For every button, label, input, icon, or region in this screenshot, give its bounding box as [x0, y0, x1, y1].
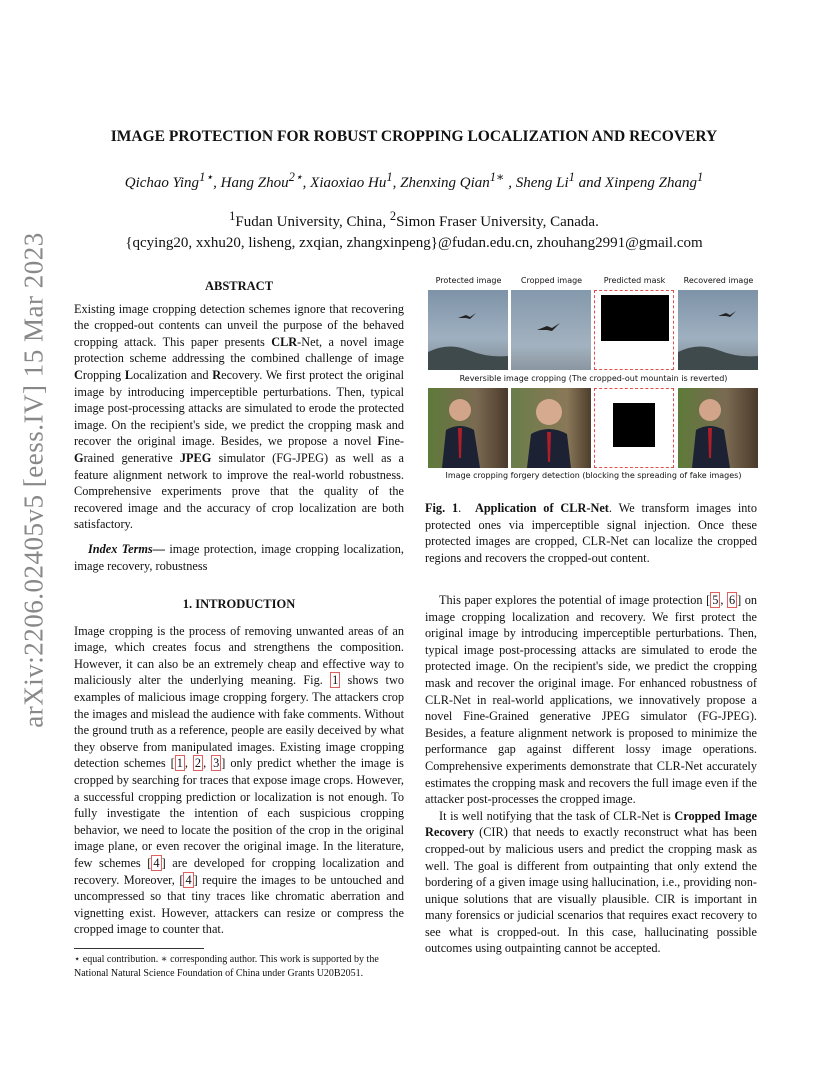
- protected-image-person: [428, 388, 508, 468]
- author-list: Qichao Ying$^{1⋆}$, Hang Zhou$^{2⋆}$, Xiaoxiao Hu$^1$, Zhenxing Qian$^{1∗}$ , Sheng Li$^1$ and Xinpeng Zhang$^1$: [124, 170, 704, 191]
- footnote: ⋆ equal contribution. ∗ corresponding author. This work is supported by the National Natural Science Foundation of China under Grants U20B2051.: [74, 954, 379, 979]
- cropped-image-sky: [511, 290, 591, 370]
- predicted-mask-1: [594, 290, 674, 370]
- fig-link[interactable]: 1: [332, 673, 339, 688]
- affiliations: $^1$Fudan University, China, $^2$Simon Fraser University, Canada. {qcying20, xxhu20, lisheng, zxqian, zhangxinpeng}@fudan.edu.cn, zhouhang2991@gmail.com: [0, 206, 828, 254]
- intro-heading: 1. INTRODUCTION: [182, 597, 296, 612]
- ref-link[interactable]: 4: [185, 872, 192, 887]
- right-paragraph-2: It is well notifying that the task of CLR-Net is Cropped Image Recovery (CIR) that needs to exactly reconstruct what has been cropped-out by malicious users and predict the cropping mask as well. The goal is different from outpainting that only extend the bordering of a given image using hallucination, i.e., providing non-unique solutions that are visually plausible. CIR is important in many forensics or judicial scenarios that requires exact recovery to see what is cropped-out. In this case, hallucinating possible outcomes using outpainting cannot be accepted.: [425, 808, 757, 956]
- cropped-image-person: [511, 388, 591, 468]
- figure-label: Predicted mask: [603, 276, 666, 285]
- figure-label: Recovered image: [683, 276, 754, 285]
- index-terms: Index Terms— image protection, image cropping localization, image recovery, robustness: [74, 541, 404, 573]
- right-column: [425, 592, 757, 957]
- abstract-heading: ABSTRACT: [204, 279, 274, 293]
- protected-image-sky: [428, 290, 508, 370]
- predicted-mask-2: [594, 388, 674, 468]
- ref-link[interactable]: 1: [176, 756, 183, 771]
- author-emails: {qcying20, xxhu20, lisheng, zxqian, zhangxinpeng}@fudan.edu.cn, zhouhang2991@gmail.com: [125, 235, 703, 251]
- ref-link[interactable]: 6: [728, 593, 736, 607]
- left-column: [74, 278, 404, 938]
- intro-body: Image cropping is the process of removing unwanted areas of an image, which creates focus and strengthens the composition. However, it can also be an extremely cheap and effective way to maliciously alter the underlying meaning. Fig. 1 shows two examples of malicious image cropping forgery. The attackers crop the images and mislead the audience with fake comments. Without the ground truth as a reference, people are easily deceived by what they observe from manipulated images. Existing image cropping detection schemes [ 1 , 2 , 3 ] only predict whether the image is cropped by searching for traces that expose image crops. However, a successful cropping prediction or localization is not enough. To fully investigate the intention of each suspicious cropping behavior, we need to locate the position of the crop in the original image plane, or even recover the original image. In the literature, few schemes [ 4 ] are developed for cropping localization and recovery. Moreover, [ 4 ] require the images to be untouched and uncompressed so that tiny traces like chromatic aberration and vignetting exist. However, attackers can resize or compress the cropped image to counter that.: [74, 623, 404, 937]
- recovered-image-sky: [678, 290, 758, 370]
- figure-label: Protected image: [435, 276, 502, 285]
- abstract-body: Existing image cropping detection schemes ignore that recovering the cropped-out contents can unveil the purpose of the behaved cropping attack. This paper presents CLR-Net, a novel image protection scheme addressing the combined challenge of image Cropping Localization and Recovery. We first protect the original image by introducing imperceptible perturbations. Then, typical image post-processing attacks are simulated to erode the protected image. On the recipient's side, we predict the cropping mask and recover the original image. Besides, we propose a novel Fine-Grained generative JPEG simulator (FG-JPEG) as well as a feature alignment network to improve the real-world robustness. Comprehensive experiments prove that the quality of the recovered image and the accuracy of crop localization are both satisfactory.: [74, 301, 405, 532]
- ref-link[interactable]: 3: [213, 756, 220, 771]
- right-paragraph-1: This paper explores the potential of image protection [ 5 , 6 ] on image cropping localization and recovery. We first protect the original image by introducing imperceptible perturbations. Then, typical image post-processing attacks are simulated to erode the protected image. On the recipient's side, we predict the cropping mask and recover the original image. For enhanced robustness of CLR-Net in real-world applications, we innovatively propose a novel Fine-Grained generative JPEG simulator (FG-JPEG). Besides, a feature alignment network is proposed to minimize the performance gap against different lossy image operations. Comprehensive experiments demonstrate that CLR-Net accurately estimates the cropping mask and recovers the full image even if the attacker post-processes the cropped image.: [425, 593, 757, 807]
- figure-1: [427, 276, 760, 486]
- figure-caption: Fig. 1. Application of CLR-Net. We transform images into protected ones via imperceptible signal injection. Once these protected images are cropped, CLR-Net can localize the cropped regions and recovers the cropped-out content.: [425, 501, 757, 565]
- figure-row2-caption: Image cropping forgery detection (blocking the spreading of fake images): [445, 471, 742, 480]
- figure-label: Cropped image: [520, 276, 583, 285]
- figure-row1-caption: Reversible image cropping (The cropped-out mountain is reverted): [459, 374, 728, 383]
- recovered-image-person: [678, 388, 758, 468]
- footnote-rule: [74, 948, 204, 949]
- ref-link[interactable]: 5: [712, 593, 719, 607]
- arxiv-stamp: arXiv:2206.02405v5 [eess.IV] 15 Mar 2023: [18, 232, 49, 728]
- ref-link[interactable]: 2: [194, 756, 202, 771]
- paper-title: IMAGE PROTECTION FOR ROBUST CROPPING LOCALIZATION AND RECOVERY: [110, 128, 718, 145]
- ref-link[interactable]: 4: [153, 856, 160, 870]
